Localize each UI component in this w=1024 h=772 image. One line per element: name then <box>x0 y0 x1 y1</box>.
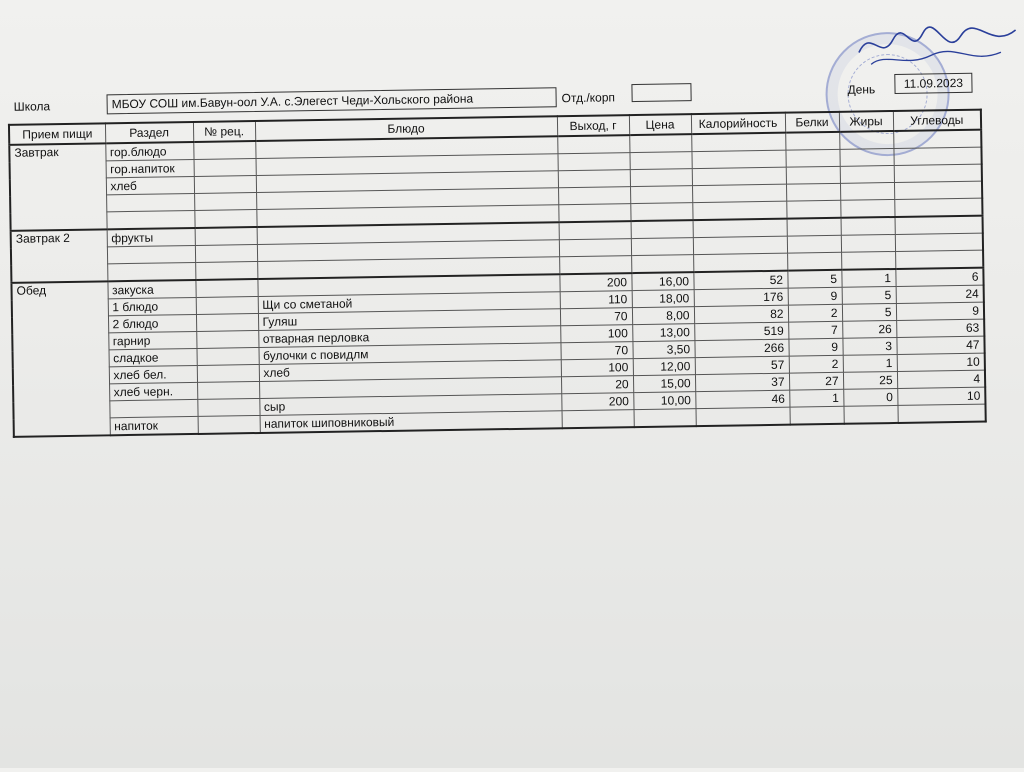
price-cell: 8,00 <box>632 307 694 325</box>
section-cell: хлеб черн. <box>109 382 197 400</box>
menu-table <box>8 109 987 438</box>
protein-cell: 1 <box>789 389 843 407</box>
meal-lunch: Обед <box>11 281 109 436</box>
fat-cell: 1 <box>841 269 895 287</box>
protein-cell <box>789 406 843 424</box>
fat-cell: 5 <box>842 303 896 321</box>
kcal-cell: 519 <box>694 322 788 340</box>
carbs-cell <box>897 404 985 423</box>
signature <box>850 20 1021 73</box>
price-cell: 3,50 <box>632 341 694 359</box>
output-cell: 110 <box>560 291 632 309</box>
protein-cell: 9 <box>788 338 842 356</box>
price-cell: 15,00 <box>633 375 695 393</box>
dish-cell: напиток шиповниковый <box>260 411 562 433</box>
carbs-cell: 24 <box>896 285 984 303</box>
dish-cell: булочки с повидлм <box>258 343 560 365</box>
output-cell: 20 <box>561 376 633 394</box>
col-fat: Жиры <box>839 111 893 132</box>
kcal-cell: 176 <box>694 288 788 306</box>
output-cell: 70 <box>560 308 632 326</box>
col-carbs: Углеводы <box>893 110 981 131</box>
output-cell: 100 <box>561 359 633 377</box>
dish-cell: Гуляш <box>258 309 560 331</box>
day-label: День <box>847 82 876 97</box>
section-cell: закуска <box>107 280 195 299</box>
protein-cell: 2 <box>789 355 843 373</box>
output-cell <box>562 410 634 429</box>
col-price: Цена <box>629 114 691 135</box>
col-dish: Блюдо <box>255 116 557 141</box>
output-cell: 200 <box>559 273 631 292</box>
output-cell: 200 <box>561 393 633 411</box>
fat-cell: 5 <box>842 286 896 304</box>
section-cell: 2 блюдо <box>108 314 196 332</box>
section-cell: гарнир <box>108 331 196 349</box>
col-kcal: Калорийность <box>691 113 785 134</box>
fat-cell <box>843 405 897 423</box>
section-cell: хлеб <box>106 176 194 194</box>
protein-cell: 27 <box>789 372 843 390</box>
price-cell: 18,00 <box>632 290 694 308</box>
carbs-cell: 63 <box>896 319 984 337</box>
section-cell: 1 блюдо <box>108 297 196 315</box>
protein-cell: 9 <box>788 287 842 305</box>
fat-cell: 26 <box>842 320 896 338</box>
carbs-cell: 6 <box>895 268 983 287</box>
dish-cell: сыр <box>259 394 561 416</box>
fat-cell: 0 <box>843 388 897 406</box>
school-label: Школа <box>13 99 51 114</box>
col-protein: Белки <box>785 112 839 133</box>
carbs-cell: 10 <box>897 353 985 371</box>
section-cell: напиток <box>110 416 198 435</box>
output-cell: 100 <box>560 325 632 343</box>
section-cell: гор.напиток <box>106 159 194 177</box>
meal-breakfast2: Завтрак 2 <box>11 229 108 283</box>
kcal-cell: 52 <box>693 271 787 290</box>
meal-breakfast: Завтрак <box>9 143 106 230</box>
fat-cell: 25 <box>843 371 897 389</box>
dept-label: Отд./корп <box>561 90 616 106</box>
price-cell: 10,00 <box>633 392 695 410</box>
price-cell <box>634 409 696 427</box>
dish-cell: хлеб <box>259 360 561 382</box>
col-recipe-no: № рец. <box>193 121 255 142</box>
col-meal: Прием пищи <box>9 123 105 145</box>
col-output: Выход, г <box>557 115 629 136</box>
output-cell: 70 <box>560 342 632 360</box>
carbs-cell: 10 <box>897 387 985 405</box>
price-cell: 13,00 <box>632 324 694 342</box>
school-name: МБОУ СОШ им.Бавун-оол У.А. с.Элегест Чеди-Хольского района <box>106 87 556 114</box>
kcal-cell: 57 <box>695 356 789 374</box>
price-cell: 12,00 <box>633 358 695 376</box>
kcal-cell: 82 <box>694 305 788 323</box>
fat-cell: 3 <box>842 337 896 355</box>
kcal-cell: 266 <box>694 339 788 357</box>
section-cell: гор.блюдо <box>105 142 193 161</box>
price-cell: 16,00 <box>631 272 693 290</box>
dish-cell: Щи со сметаной <box>258 292 560 314</box>
dept-field <box>631 83 691 102</box>
kcal-cell: 46 <box>695 390 789 408</box>
section-cell: хлеб бел. <box>109 365 197 383</box>
protein-cell: 2 <box>788 304 842 322</box>
kcal-cell: 37 <box>695 373 789 391</box>
section-cell: фрукты <box>107 228 195 247</box>
fat-cell: 1 <box>843 354 897 372</box>
carbs-cell: 4 <box>897 370 985 388</box>
col-section: Раздел <box>105 122 193 143</box>
date-field: 11.09.2023 <box>894 73 972 94</box>
carbs-cell: 47 <box>896 336 984 354</box>
carbs-cell: 9 <box>896 302 984 320</box>
protein-cell: 7 <box>788 321 842 339</box>
section-cell: сладкое <box>109 348 197 366</box>
dish-cell: отварная перловка <box>258 326 560 348</box>
kcal-cell <box>696 407 790 426</box>
protein-cell: 5 <box>787 270 841 288</box>
section-cell <box>109 399 197 417</box>
